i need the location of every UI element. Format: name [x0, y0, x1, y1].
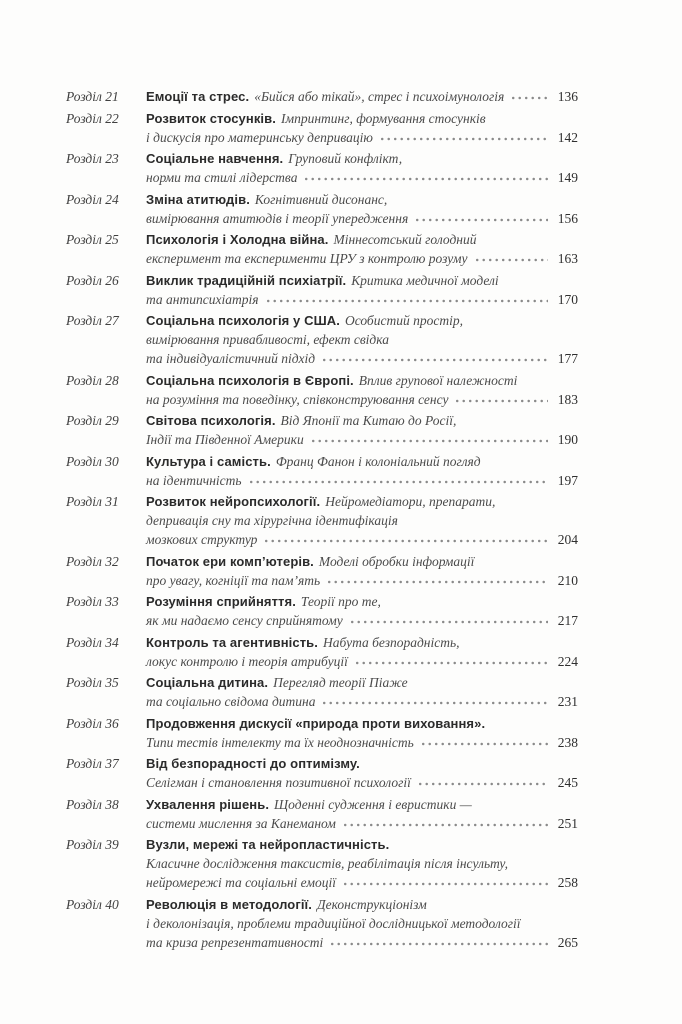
toc-line	[146, 673, 578, 692]
chapter-label: Розділ 22	[66, 110, 119, 126]
chapter-subtitle: Класичне дослідження таксистів, реабілітація після інсульту,	[146, 856, 509, 871]
page-number: 210	[557, 572, 578, 588]
toc-line	[146, 390, 578, 409]
chapter-title: Розуміння сприйняття.	[146, 594, 296, 609]
toc-line	[146, 249, 578, 268]
chapter-title: Продовження дискусії «природа проти виховання».	[146, 715, 486, 731]
dot-leader	[381, 137, 548, 141]
toc-line	[146, 471, 578, 490]
toc-entry	[66, 552, 578, 590]
chapter-title: Соціальна психологія в Європі.	[146, 372, 354, 388]
toc-line	[146, 230, 578, 249]
chapter-title: Зміна атитюдів.	[146, 191, 250, 207]
toc-line	[146, 330, 578, 349]
entry-content	[146, 411, 578, 449]
page-number: 190	[557, 432, 578, 447]
entry-content	[146, 230, 578, 268]
toc-entry	[66, 633, 578, 671]
page-number: 265	[557, 934, 578, 950]
entry-content	[146, 109, 578, 147]
chapter-title: Світова психологія.	[146, 413, 276, 428]
dot-leader	[312, 439, 548, 443]
toc-line	[146, 209, 578, 228]
chapter-label: Розділ 31	[66, 494, 119, 509]
dot-leader	[250, 480, 548, 484]
chapter-subtitle: депривація сну та хірургічна ідентифікація	[146, 513, 398, 528]
dot-leader	[416, 218, 548, 222]
chapter-subtitle: системи мислення за Канеманом	[146, 815, 336, 831]
chapter-title: Соціальне навчення.	[146, 151, 284, 166]
toc-entry	[66, 714, 578, 752]
entry-content	[146, 87, 578, 106]
toc-entry	[66, 190, 578, 228]
chapter-subtitle: та криза репрезентативності	[146, 934, 324, 950]
chapter-label: Розділ 21	[66, 89, 119, 104]
chapter-label: Розділ 33	[66, 594, 119, 609]
toc-line	[146, 633, 578, 652]
toc-line	[146, 349, 578, 368]
chapter-label: Розділ 27	[66, 313, 119, 328]
chapter-subtitle: Теорії про те,	[300, 594, 381, 609]
chapter-title: Виклик традиційній психіатрії.	[146, 272, 347, 288]
toc-line	[146, 854, 578, 873]
page-number: 204	[557, 532, 578, 547]
chapter-label: Розділ 24	[66, 191, 119, 207]
toc-entry	[66, 230, 578, 268]
toc-line	[146, 814, 578, 833]
toc-entry	[66, 895, 578, 952]
dot-leader	[422, 742, 548, 746]
chapter-label: Розділ 39	[66, 837, 119, 852]
toc-entry	[66, 452, 578, 490]
toc-entry	[66, 754, 578, 792]
chapter-label: Розділ 36	[66, 715, 119, 731]
chapter-subtitle: Критика медичної моделі	[351, 272, 499, 288]
toc-line	[146, 271, 578, 290]
toc-entry	[66, 592, 578, 630]
toc-line	[146, 190, 578, 209]
entry-content	[146, 592, 578, 630]
chapter-subtitle: на розуміння та поведінку, співконструювання сенсу	[146, 391, 449, 407]
entry-content	[146, 754, 578, 792]
chapter-subtitle: про увагу, когніції та пам’ять	[146, 572, 321, 588]
toc-line	[146, 452, 578, 471]
dot-leader	[323, 358, 548, 362]
toc-line	[146, 411, 578, 430]
chapter-title: Початок ери комп’ютерів.	[146, 553, 314, 569]
page-number: 245	[557, 775, 578, 790]
dot-leader	[512, 96, 547, 100]
entry-content	[146, 835, 578, 892]
entry-content	[146, 271, 578, 309]
dot-leader	[344, 882, 548, 886]
chapter-subtitle: та індивідуалістичний підхід	[146, 351, 316, 366]
chapter-subtitle: «Бийся або тікай», стрес і психоімунологія	[254, 89, 505, 104]
entry-content	[146, 673, 578, 711]
chapter-label: Розділ 29	[66, 413, 119, 428]
chapter-label: Розділ 34	[66, 634, 119, 650]
chapter-title: Розвиток нейропсихології.	[146, 494, 321, 509]
toc-line	[146, 895, 578, 914]
toc-line	[146, 611, 578, 630]
chapter-label: Розділ 30	[66, 453, 119, 469]
chapter-subtitle: Нейромедіатори, препарати,	[325, 494, 496, 509]
page-number: 251	[557, 815, 578, 831]
dot-leader	[476, 258, 548, 262]
chapter-subtitle: Перегляд теорії Піаже	[273, 675, 408, 690]
dot-leader	[331, 942, 548, 946]
toc-line	[146, 290, 578, 309]
toc-line	[146, 754, 578, 773]
toc-line	[146, 795, 578, 814]
entry-content	[146, 795, 578, 833]
chapter-subtitle: Когнітивний дисонанс,	[254, 191, 388, 207]
toc-line	[146, 87, 578, 106]
toc-line	[146, 835, 578, 854]
toc-line	[146, 873, 578, 892]
toc-entry	[66, 835, 578, 892]
page-number: 170	[557, 291, 578, 307]
chapter-title: Революція в методології.	[146, 896, 313, 912]
toc-line	[146, 511, 578, 530]
entry-content	[146, 633, 578, 671]
entry-content	[146, 190, 578, 228]
chapter-title: Культура і самість.	[146, 453, 271, 469]
chapter-subtitle: Франц Фанон і колоніальний погляд	[275, 453, 481, 469]
chapter-label: Розділ 38	[66, 796, 119, 812]
toc-line	[146, 571, 578, 590]
chapter-title: Психологія і Холодна війна.	[146, 232, 329, 247]
toc-entry	[66, 109, 578, 147]
toc-entry	[66, 311, 578, 368]
page-number: 156	[557, 210, 578, 226]
page-number: 238	[557, 734, 578, 750]
chapter-title: Від безпорадності до оптимізму.	[146, 756, 360, 771]
toc-line	[146, 168, 578, 187]
chapter-title: Вузли, мережі та нейропластичність.	[146, 837, 390, 852]
chapter-subtitle: Індії та Південної Америки	[146, 432, 304, 447]
chapter-subtitle: та соціально свідома дитина	[146, 694, 316, 709]
toc-line	[146, 733, 578, 752]
chapter-label: Розділ 40	[66, 896, 119, 912]
dot-leader	[328, 580, 548, 584]
chapter-subtitle: та антипсихіатрія	[146, 291, 259, 307]
chapter-subtitle: Деконструкціонізм	[317, 896, 427, 912]
toc-line	[146, 652, 578, 671]
chapter-subtitle: нейромережі та соціальні емоції	[146, 875, 336, 890]
toc-line	[146, 692, 578, 711]
toc-line	[146, 530, 578, 549]
dot-leader	[344, 823, 548, 827]
chapter-subtitle: мозкових структур	[146, 532, 258, 547]
toc-line	[146, 933, 578, 952]
chapter-subtitle: норми та стилі лідерства	[146, 170, 298, 185]
entry-content	[146, 371, 578, 409]
toc-entry	[66, 411, 578, 449]
chapter-label: Розділ 37	[66, 756, 119, 771]
chapter-subtitle: як ми надаємо сенсу сприйнятому	[146, 613, 343, 628]
toc-line	[146, 430, 578, 449]
chapter-label: Розділ 35	[66, 675, 119, 690]
toc-entry	[66, 87, 578, 106]
dot-leader	[356, 661, 548, 665]
chapter-subtitle: і деколонізація, проблеми традиційної дослідницької методології	[146, 915, 521, 931]
dot-leader	[323, 701, 547, 705]
chapter-subtitle: Моделі обробки інформації	[318, 553, 475, 569]
page-number: 142	[557, 129, 578, 145]
chapter-subtitle: локус контролю і теорія атрибуції	[146, 653, 348, 669]
chapter-title: Соціальна дитина.	[146, 675, 269, 690]
chapter-label: Розділ 32	[66, 553, 119, 569]
chapter-subtitle: Імпринтинг, формування стосунків	[280, 110, 486, 126]
chapter-label: Розділ 25	[66, 232, 119, 247]
chapter-subtitle: Селігман і становлення позитивної психології	[146, 775, 411, 790]
toc-line	[146, 552, 578, 571]
dot-leader	[351, 620, 548, 624]
toc-entry	[66, 673, 578, 711]
toc-line	[146, 714, 578, 733]
chapter-subtitle: вимірювання привабливості, ефект свідка	[146, 332, 389, 347]
entry-content	[146, 552, 578, 590]
dot-leader	[265, 539, 547, 543]
page-number: 224	[557, 653, 578, 669]
toc-line	[146, 128, 578, 147]
toc-line	[146, 311, 578, 330]
entry-content	[146, 714, 578, 752]
toc-line	[146, 592, 578, 611]
toc-line	[146, 149, 578, 168]
chapter-title: Контроль та агентивність.	[146, 634, 318, 650]
page-number: 183	[557, 391, 578, 407]
chapter-title: Соціальна психологія у США.	[146, 313, 340, 328]
chapter-subtitle: вимірювання атитюдів і теорії упередження	[146, 210, 409, 226]
entry-content	[146, 149, 578, 187]
toc-entry	[66, 492, 578, 549]
page-number: 258	[557, 875, 578, 890]
page-number: 217	[557, 613, 578, 628]
toc-entry	[66, 795, 578, 833]
chapter-subtitle: і дискусія про материнську депривацію	[146, 129, 373, 145]
toc-line	[146, 109, 578, 128]
toc-line	[146, 773, 578, 792]
dot-leader	[305, 177, 547, 181]
chapter-subtitle: Від Японії та Китаю до Росії,	[280, 413, 457, 428]
chapter-subtitle: Набута безпорадність,	[322, 634, 460, 650]
toc-line	[146, 492, 578, 511]
chapter-label: Розділ 23	[66, 151, 119, 166]
page-number: 136	[557, 89, 578, 104]
page-number: 177	[557, 351, 578, 366]
chapter-subtitle: Груповий конфлікт,	[288, 151, 403, 166]
page-number: 197	[557, 472, 578, 488]
entry-content	[146, 895, 578, 952]
dot-leader	[267, 299, 548, 303]
toc-line	[146, 371, 578, 390]
table-of-contents	[66, 87, 578, 954]
toc-entry	[66, 371, 578, 409]
chapter-subtitle: Вплив групової належності	[358, 372, 518, 388]
chapter-subtitle: експеримент та експерименти ЦРУ з контролю розуму	[146, 251, 468, 266]
dot-leader	[456, 399, 547, 403]
chapter-title: Розвиток стосунків.	[146, 110, 276, 126]
entry-content	[146, 452, 578, 490]
chapter-label: Розділ 26	[66, 272, 119, 288]
chapter-label: Розділ 28	[66, 372, 119, 388]
toc-entry	[66, 149, 578, 187]
toc-line	[146, 914, 578, 933]
page-number: 231	[557, 694, 578, 709]
entry-content	[146, 311, 578, 368]
chapter-subtitle: на ідентичність	[146, 472, 242, 488]
dot-leader	[419, 782, 548, 786]
chapter-title: Емоції та стрес.	[146, 89, 250, 104]
toc-entry	[66, 271, 578, 309]
page-number: 149	[557, 170, 578, 185]
chapter-subtitle: Щоденні судження і евристики —	[274, 796, 472, 812]
chapter-subtitle: Типи тестів інтелекту та їх неоднозначність	[146, 734, 414, 750]
chapter-subtitle: Міннесотський голодний	[333, 232, 477, 247]
page-number: 163	[557, 251, 578, 266]
chapter-title: Ухвалення рішень.	[146, 796, 270, 812]
entry-content	[146, 492, 578, 549]
chapter-subtitle: Особистий простір,	[344, 313, 463, 328]
